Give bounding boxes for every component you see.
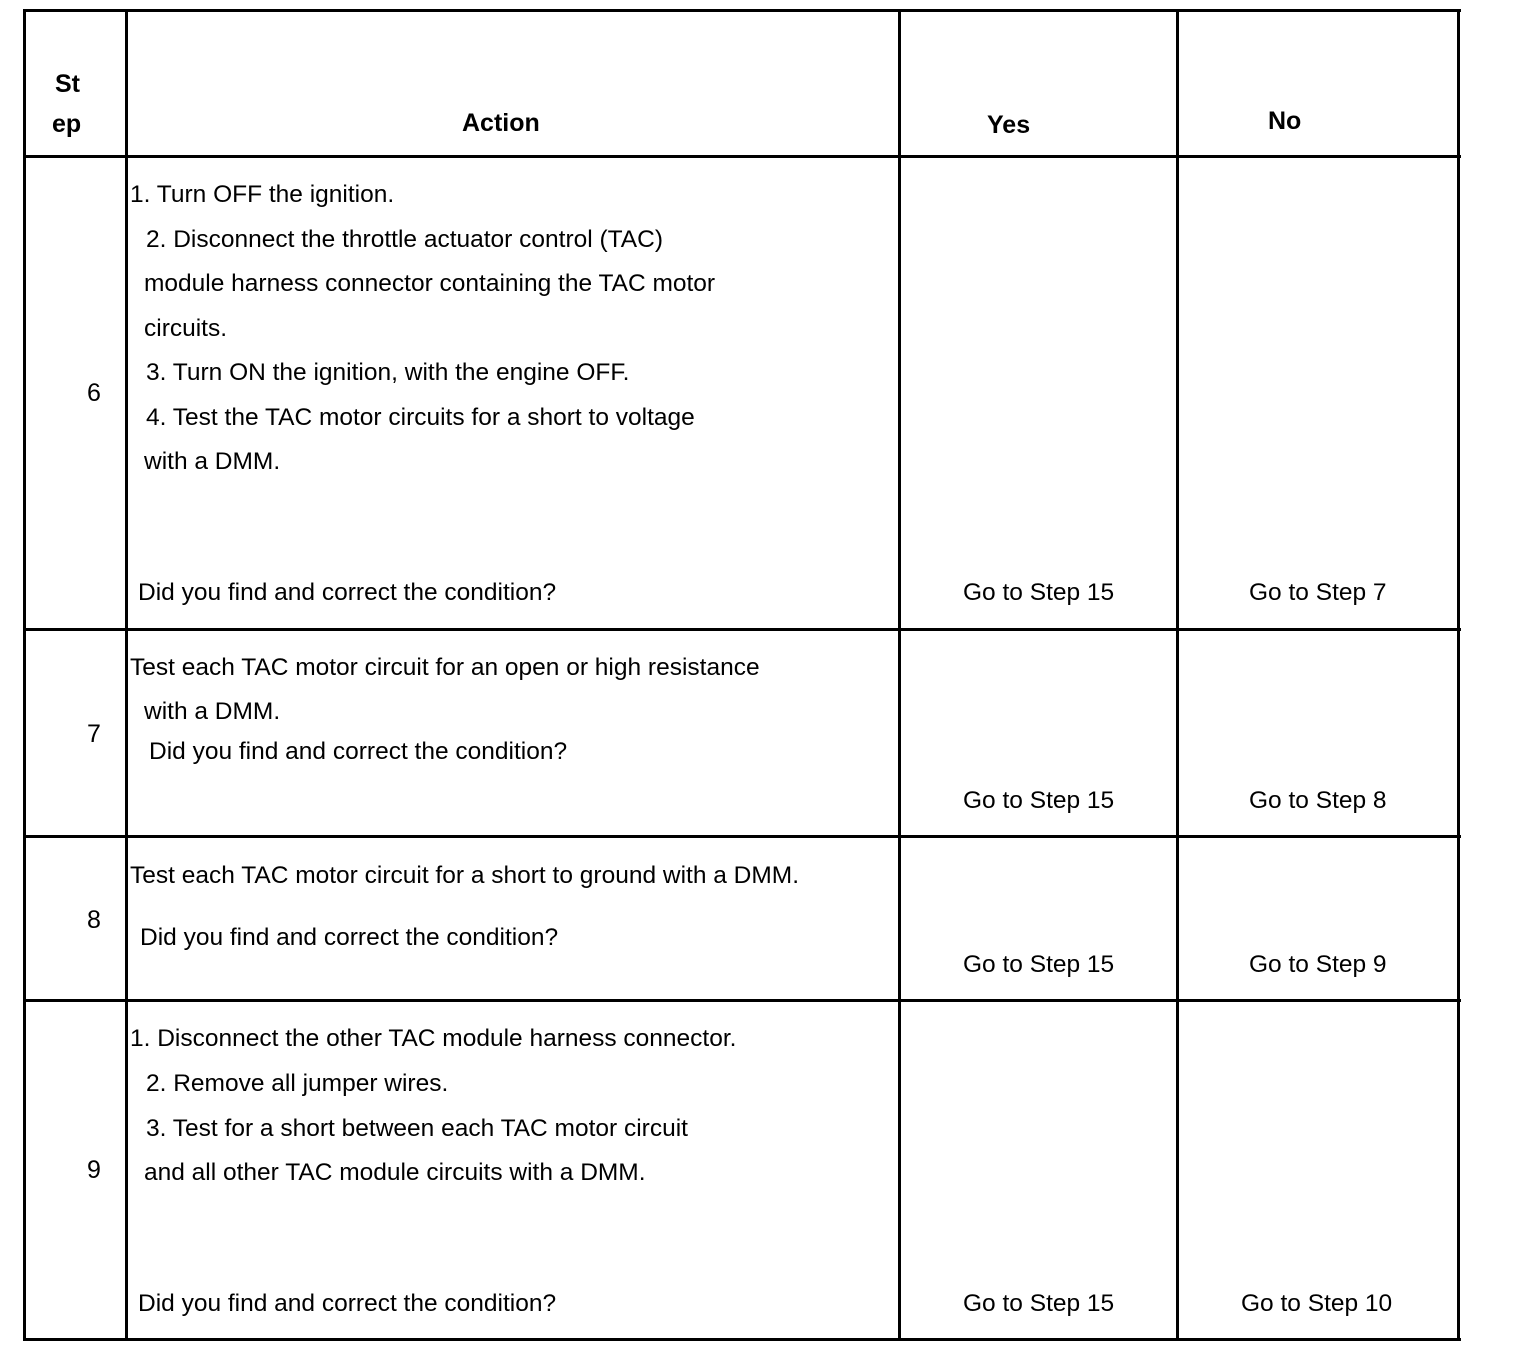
yes-result: Go to Step 15 <box>963 787 1115 814</box>
action-line: 3. Test for a short between each TAC motor circuit <box>146 1115 688 1142</box>
action-line: and all other TAC module circuits with a DMM. <box>144 1159 646 1186</box>
step-number-7: 7 <box>87 720 101 748</box>
action-line: Test each TAC motor circuit for a short to ground with a DMM. <box>130 862 800 889</box>
table-border-left <box>23 9 26 1341</box>
no-result: Go to Step 7 <box>1249 579 1387 606</box>
action-line: module harness connector containing the TAC motor <box>144 270 716 297</box>
action-line: 1. Disconnect the other TAC module harness connector. <box>130 1025 737 1052</box>
action-line: with a DMM. <box>144 448 281 475</box>
header-divider <box>23 155 1461 158</box>
yes-result: Go to Step 15 <box>963 951 1115 978</box>
row-divider-8-9 <box>23 999 1461 1002</box>
header-no: No <box>1268 107 1302 135</box>
table-border-top <box>23 9 1461 12</box>
no-result: Go to Step 9 <box>1249 951 1387 978</box>
yes-result: Go to Step 15 <box>963 1290 1115 1317</box>
table-border-right <box>1457 9 1460 1341</box>
action-line: 2. Remove all jumper wires. <box>146 1070 449 1097</box>
action-question: Did you find and correct the condition? <box>140 924 559 951</box>
action-line: 1. Turn OFF the ignition. <box>130 181 395 208</box>
action-line: 2. Disconnect the throttle actuator control (TAC) <box>146 226 663 253</box>
step-number-8: 8 <box>87 906 101 934</box>
yes-result: Go to Step 15 <box>963 579 1115 606</box>
action-question: Did you find and correct the condition? <box>149 738 568 765</box>
action-line: 3. Turn ON the ignition, with the engine OFF. <box>146 359 630 386</box>
table-border-bottom <box>23 1338 1461 1341</box>
action-question: Did you find and correct the condition? <box>138 1290 557 1317</box>
header-step-line1: St <box>55 70 80 98</box>
column-divider-yes-no <box>1176 9 1179 1341</box>
action-question: Did you find and correct the condition? <box>138 579 557 606</box>
row-divider-6-7 <box>23 628 1461 631</box>
action-line: Test each TAC motor circuit for an open or high resistance <box>130 654 760 681</box>
action-line: with a DMM. <box>144 698 281 725</box>
header-yes: Yes <box>987 111 1031 139</box>
step-number-6: 6 <box>87 379 101 407</box>
header-step-line2: ep <box>52 110 82 138</box>
no-result: Go to Step 10 <box>1241 1290 1393 1317</box>
step-number-9: 9 <box>87 1156 101 1184</box>
action-line: circuits. <box>144 315 228 342</box>
no-result: Go to Step 8 <box>1249 787 1387 814</box>
action-line: 4. Test the TAC motor circuits for a short to voltage <box>146 404 695 431</box>
column-divider-action-yes <box>898 9 901 1341</box>
row-divider-7-8 <box>23 835 1461 838</box>
header-action: Action <box>462 109 540 137</box>
column-divider-step-action <box>125 9 128 1341</box>
